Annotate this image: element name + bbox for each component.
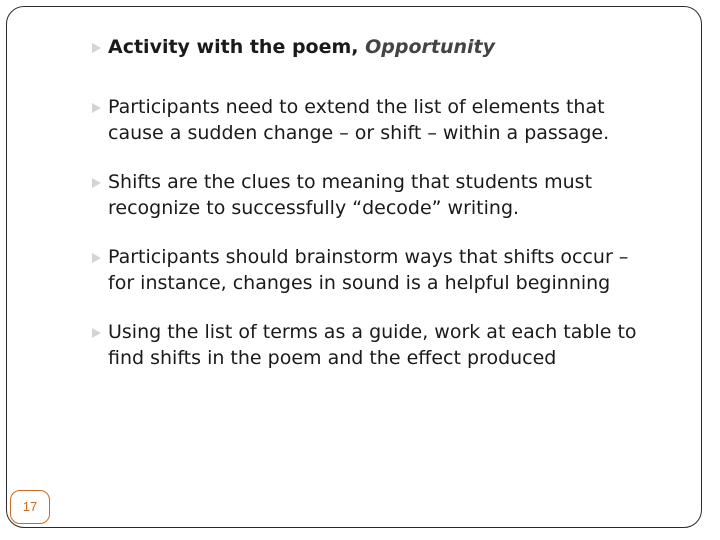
- bullet-item: [92, 244, 692, 296]
- bullet-line: find shifts in the poem and the effect produced: [108, 347, 557, 369]
- bullet-line: recognize to successfully “decode” writing.: [108, 197, 520, 219]
- bullet-item: [92, 169, 692, 221]
- bullet-line: cause a sudden change – or shift – within a passage.: [108, 122, 610, 144]
- bullet-line: Participants need to extend the list of elements that: [108, 96, 605, 118]
- page-number-badge: 17: [10, 490, 50, 524]
- title-emphasis: Opportunity: [365, 36, 496, 58]
- bullet-line: Using the list of terms as a guide, work at each table to: [108, 321, 637, 343]
- bullet-line: for instance, changes in sound is a helpful beginning: [108, 272, 611, 294]
- bullet-arrow-icon: [92, 43, 101, 53]
- bullet-line: Participants should brainstorm ways that shifts occur –: [108, 246, 629, 268]
- title-lead: Activity with the poem,: [108, 36, 366, 58]
- bullet-list: [92, 34, 692, 394]
- bullet-arrow-icon: [92, 178, 101, 188]
- bullet-arrow-icon: [92, 253, 101, 263]
- slide-title: [92, 34, 692, 60]
- bullet-arrow-icon: [92, 328, 101, 338]
- bullet-item: [92, 319, 692, 371]
- bullet-item: [92, 94, 692, 146]
- bullet-arrow-icon: [92, 103, 101, 113]
- bullet-line: Shifts are the clues to meaning that students must: [108, 171, 593, 193]
